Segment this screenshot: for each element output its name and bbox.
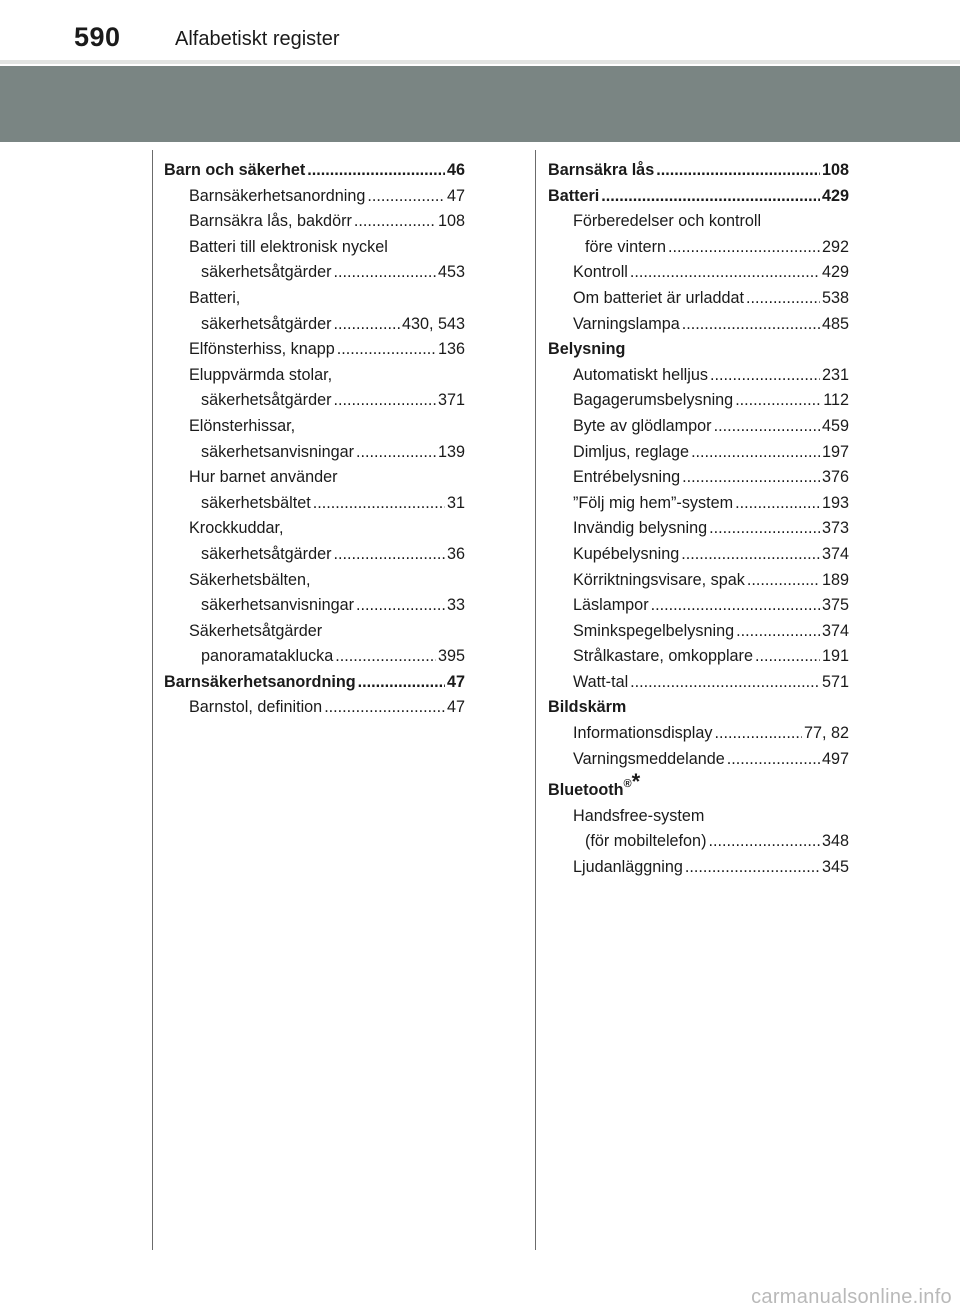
entry-text (573, 388, 733, 414)
index-entry (164, 388, 465, 414)
entry-text (573, 593, 649, 619)
dot-leader (691, 440, 820, 466)
entry-text (573, 721, 712, 747)
page-reference: 429 (821, 186, 849, 205)
page-reference: 376 (821, 468, 849, 487)
page-reference: 47 (446, 698, 465, 717)
entry-text (189, 516, 283, 542)
entry-text (573, 747, 725, 773)
page-reference: 47 (446, 186, 465, 205)
dot-leader (727, 747, 820, 773)
entry-label: Elfönsterhiss, knapp (189, 340, 335, 359)
entry-label: Varningslampa (573, 314, 680, 333)
entry-text (189, 337, 335, 363)
entry-text (189, 695, 322, 721)
index-entry (548, 491, 849, 517)
dot-leader (601, 184, 820, 210)
page-reference: 193 (821, 493, 849, 512)
page-header (0, 0, 960, 62)
page-reference: 497 (821, 749, 849, 768)
dot-leader (307, 158, 445, 184)
index-entry (548, 158, 849, 184)
dot-leader (313, 491, 445, 517)
entry-text (573, 568, 745, 594)
page-reference: 108 (437, 212, 465, 231)
entry-label: Ljudanläggning (573, 858, 683, 877)
entry-label: Körriktningsvisare, spak (573, 570, 745, 589)
page-reference: 191 (821, 647, 849, 666)
index-entry (548, 209, 849, 235)
dot-leader (714, 721, 802, 747)
entry-text (573, 670, 628, 696)
entry-text (164, 158, 305, 184)
index-entry (164, 235, 465, 261)
index-entry (164, 363, 465, 389)
entry-text (548, 158, 654, 184)
entry-label: Eluppvärmda stolar, (189, 365, 333, 384)
entry-label: Kontroll (573, 263, 628, 282)
dot-leader (656, 158, 820, 184)
entry-text (585, 235, 666, 261)
dot-leader (735, 388, 821, 414)
entry-label: Batteri (548, 186, 600, 205)
entry-label: säkerhetsåtgärder (201, 391, 332, 410)
column-rule-left (152, 150, 153, 1250)
index-entry (548, 184, 849, 210)
entry-text (201, 440, 354, 466)
entry-label: Krockkuddar, (189, 519, 284, 538)
page-reference: 292 (821, 237, 849, 256)
dot-leader (736, 619, 820, 645)
dot-leader (333, 260, 436, 286)
page-number: 590 (74, 22, 121, 52)
index-entry (548, 695, 849, 721)
index-entry (548, 312, 849, 338)
entry-label: säkerhetsåtgärder (201, 314, 332, 333)
entry-text (189, 209, 352, 235)
index-entry (548, 414, 849, 440)
entry-label: Hur barnet använder (189, 468, 338, 487)
entry-text (548, 769, 641, 804)
dot-leader (354, 209, 436, 235)
page-reference: 189 (821, 570, 849, 589)
entry-text (573, 312, 680, 338)
index-entry (548, 829, 849, 855)
page-reference: 47 (446, 672, 465, 691)
entry-text (201, 260, 331, 286)
entry-label: Bluetooth (548, 781, 624, 800)
index-entry (548, 542, 849, 568)
page-reference: 459 (821, 416, 849, 435)
dot-leader (735, 491, 820, 517)
index-entry (548, 593, 849, 619)
index-entry (548, 337, 849, 363)
entry-label: Elönsterhissar, (189, 416, 296, 435)
entry-text (164, 670, 356, 696)
entry-label: Dimljus, reglage (573, 442, 690, 461)
entry-label: före vintern (585, 237, 666, 256)
dot-leader (356, 440, 436, 466)
entry-text (573, 286, 744, 312)
index-entry (164, 184, 465, 210)
entry-label: Informationsdisplay (573, 724, 713, 743)
dot-leader (755, 644, 820, 670)
dot-leader (324, 695, 445, 721)
page-reference: 108 (821, 161, 849, 179)
entry-text (573, 491, 733, 517)
page-reference: 136 (437, 340, 465, 359)
entry-label: Bagagerumsbelysning (573, 391, 734, 410)
entry-text (585, 829, 706, 855)
entry-text (189, 414, 295, 440)
dot-leader (682, 312, 820, 338)
entry-label: Byte av glödlampor (573, 416, 712, 435)
index-entry (548, 619, 849, 645)
index-entry (164, 695, 465, 721)
page-reference: 112 (823, 391, 849, 410)
dot-leader (367, 184, 445, 210)
dot-leader (333, 388, 436, 414)
dot-leader (714, 414, 820, 440)
entry-label: Säkerhetsåtgärder (189, 621, 323, 640)
entry-text (548, 184, 599, 210)
index-entry (164, 440, 465, 466)
entry-label: (för mobiltelefon) (585, 832, 707, 851)
page-reference: 139 (437, 442, 465, 461)
entry-text (573, 440, 689, 466)
entry-text (573, 619, 734, 645)
entry-label: säkerhetsåtgärder (201, 544, 332, 563)
dot-leader (337, 337, 436, 363)
index-entry (164, 491, 465, 517)
dot-leader (710, 363, 820, 389)
index-entry (164, 312, 465, 338)
entry-text (573, 855, 683, 881)
dot-leader (651, 593, 820, 619)
entry-label: Barnsäkra lås, bakdörr (189, 212, 352, 231)
entry-label: Säkerhetsbälten, (189, 570, 311, 589)
entry-label: Watt-tal (573, 672, 629, 691)
entry-label: Invändig belysning (573, 519, 708, 538)
entry-label: Förberedelser och kontroll (573, 212, 762, 231)
index-entry (548, 804, 849, 830)
entry-text (189, 568, 311, 594)
entry-label: Om batteriet är urladdat (573, 288, 744, 307)
entry-label: Sminkspegelbelysning (573, 621, 735, 640)
entry-text (573, 260, 628, 286)
entry-label: Handsfree-system (573, 806, 705, 825)
dot-leader (681, 542, 820, 568)
page-reference: 231 (821, 365, 849, 384)
index-entry (548, 363, 849, 389)
entry-label: panoramataklucka (201, 647, 334, 666)
index-entry (548, 747, 849, 773)
entry-text (548, 695, 626, 721)
entry-text (573, 644, 753, 670)
index-entry (164, 260, 465, 286)
index-entry (164, 593, 465, 619)
asterisk-mark: * (631, 769, 641, 795)
index-entry (548, 260, 849, 286)
dot-leader (630, 670, 820, 696)
dot-leader (747, 568, 820, 594)
entry-label: Barn och säkerhet (164, 161, 306, 179)
index-entry (548, 568, 849, 594)
column-rule-middle (535, 150, 536, 1250)
entry-label: säkerhetsåtgärder (201, 263, 332, 282)
dot-leader (668, 235, 820, 261)
page-reference: 197 (821, 442, 849, 461)
dot-leader (333, 542, 445, 568)
dot-leader (335, 644, 436, 670)
entry-text (201, 388, 331, 414)
entry-text (573, 516, 707, 542)
dot-leader (333, 312, 400, 338)
page-reference: 345 (821, 858, 849, 877)
page-reference: 429 (821, 263, 849, 282)
index-column-left (164, 158, 465, 721)
entry-text (189, 363, 332, 389)
page-reference: 348 (821, 832, 849, 851)
entry-label: ”Följ mig hem”-system (573, 493, 734, 512)
index-entry (164, 542, 465, 568)
entry-label: Barnsäkra lås (548, 161, 655, 179)
entry-text (201, 491, 311, 517)
entry-text (573, 414, 712, 440)
index-entry (548, 721, 849, 747)
page-reference: 375 (821, 596, 849, 615)
page-reference: 430, 543 (401, 314, 465, 333)
index-column-right (548, 158, 849, 881)
index-entry (548, 644, 849, 670)
dot-leader (682, 465, 820, 491)
index-entry (548, 855, 849, 881)
index-entry (164, 644, 465, 670)
entry-label: Batteri till elektronisk nyckel (189, 237, 388, 256)
dot-leader (630, 260, 820, 286)
index-entry (164, 670, 465, 696)
index-entry (164, 414, 465, 440)
index-entry (548, 670, 849, 696)
index-entry (548, 235, 849, 261)
entry-label: Varningsmeddelande (573, 749, 725, 768)
entry-text (573, 465, 680, 491)
entry-label: säkerhetsbältet (201, 493, 311, 512)
entry-text (548, 337, 625, 363)
page-reference: 453 (437, 263, 465, 282)
page-reference: 485 (821, 314, 849, 333)
dot-leader (356, 593, 445, 619)
index-entry (548, 769, 849, 804)
header-divider (0, 60, 960, 64)
entry-text (201, 312, 331, 338)
dot-leader (746, 286, 820, 312)
index-entry (164, 516, 465, 542)
dot-leader (685, 855, 820, 881)
page-reference: 374 (821, 544, 849, 563)
index-entry (548, 286, 849, 312)
entry-text (189, 184, 365, 210)
entry-label: Läslampor (573, 596, 649, 615)
entry-label: Barnsäkerhetsanordning (189, 186, 366, 205)
dot-leader (709, 516, 820, 542)
index-entry (164, 465, 465, 491)
index-entry (548, 388, 849, 414)
index-entry (164, 286, 465, 312)
entry-text (189, 235, 388, 261)
entry-text (189, 619, 322, 645)
entry-label: Bildskärm (548, 698, 627, 717)
dot-leader (358, 670, 445, 696)
index-entry (164, 158, 465, 184)
entry-text (189, 465, 337, 491)
index-entry (548, 465, 849, 491)
page-reference: 31 (446, 493, 465, 512)
entry-label: Kupébelysning (573, 544, 680, 563)
entry-label: Strålkastare, omkopplare (573, 647, 753, 666)
index-entry (548, 440, 849, 466)
page-reference: 571 (821, 672, 849, 691)
page-reference: 33 (446, 596, 465, 615)
section-title: Alfabetiskt register (175, 28, 340, 50)
entry-label: Automatiskt helljus (573, 365, 708, 384)
entry-text (189, 286, 240, 312)
entry-label: säkerhetsanvisningar (201, 442, 354, 461)
entry-text (573, 542, 679, 568)
entry-label: Entrébelysning (573, 468, 681, 487)
index-entry (164, 337, 465, 363)
entry-text (573, 804, 704, 830)
entry-label: Belysning (548, 340, 626, 359)
index-entry (164, 619, 465, 645)
entry-label: Barnstol, definition (189, 698, 323, 717)
index-entry (548, 516, 849, 542)
entry-label: Barnsäkerhetsanordning (164, 672, 356, 691)
header-band (0, 66, 960, 142)
entry-text (573, 363, 708, 389)
entry-text (201, 593, 354, 619)
page-reference: 538 (821, 288, 849, 307)
page-reference: 36 (446, 544, 465, 563)
entry-text (201, 644, 333, 670)
entry-text (201, 542, 331, 568)
entry-text (573, 209, 761, 235)
page-reference: 373 (821, 519, 849, 538)
entry-label: Batteri, (189, 288, 241, 307)
watermark: carmanualsonline.info (751, 1286, 952, 1308)
index-entry (164, 209, 465, 235)
registered-mark: ® (623, 778, 632, 791)
entry-label: säkerhetsanvisningar (201, 596, 354, 615)
page-reference: 371 (437, 391, 465, 410)
dot-leader (708, 829, 820, 855)
page-reference: 46 (446, 161, 465, 179)
page-reference: 374 (821, 621, 849, 640)
index-entry (164, 568, 465, 594)
page-reference: 77, 82 (803, 724, 849, 743)
page-reference: 395 (437, 647, 465, 666)
